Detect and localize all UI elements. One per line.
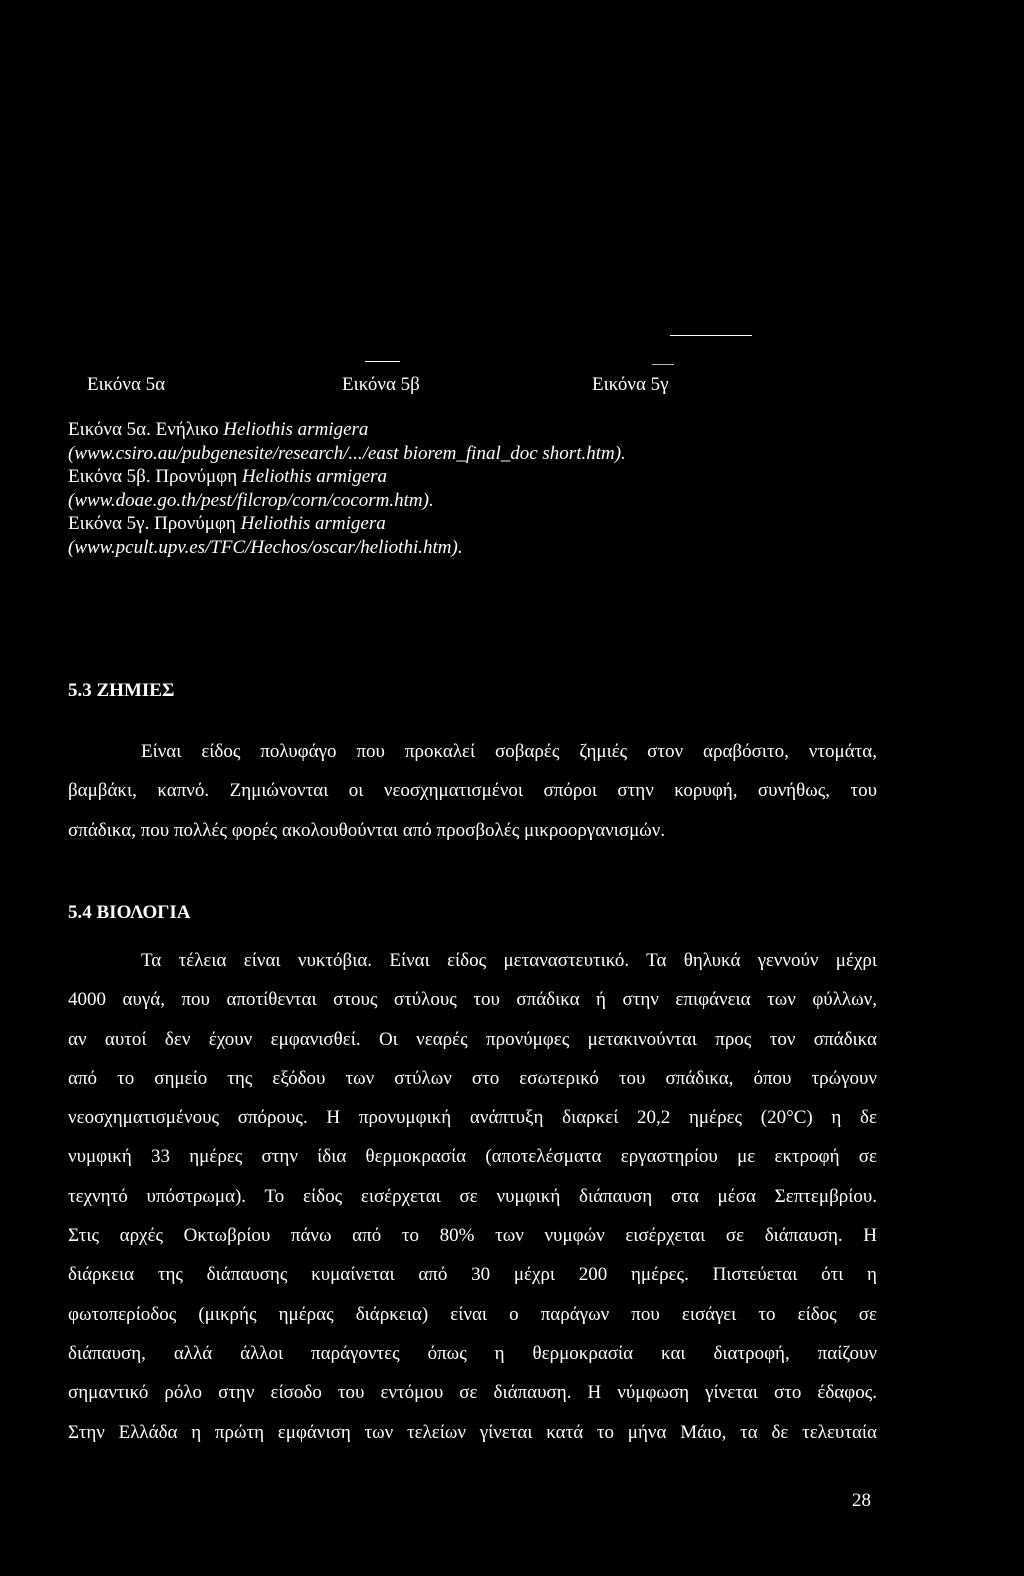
text-line: Στις αρχές Οκτωβρίου πάνω από το 80% των νυμφών εισέρχεται σε διάπαυση. Η	[68, 1225, 877, 1247]
scan-rule	[670, 335, 752, 336]
figure-label-5b: Εικόνα 5β	[342, 374, 420, 395]
caption-prefix: Εικόνα 5α. Ενήλικο	[68, 419, 224, 440]
text-line: φωτοπερίοδος (μικρής ημέρας διάρκεια) είναι ο παράγων που εισάγει το είδος σε	[68, 1303, 877, 1325]
text-line: Στην Ελλάδα η πρώτη εμφάνιση των τελείων γίνεται κατά το μήνα Μάιο, τα δε τελευταία	[68, 1421, 877, 1443]
caption-species: Heliothis armigera	[223, 419, 369, 440]
section-heading-biology: 5.4 ΒΙΟΛΟΓΙΑ	[68, 902, 191, 923]
text-line: βαμβάκι, καπνό. Ζημιώνονται οι νεοσχηματισμένοι σπόροι στην κορυφή, συνήθως, του	[68, 780, 877, 802]
figure-captions	[68, 418, 828, 559]
page-number: 28	[852, 1490, 871, 1511]
paragraph-biology	[68, 941, 877, 1452]
text-line: από το σημείο της εξόδου των στύλων στο εσωτερικό του σπάδικα, όπου τρώγουν	[68, 1067, 877, 1089]
text-line: διάπαυση, αλλά άλλοι παράγοντες όπως η θερμοκρασία και διατροφή, παίζουν	[68, 1342, 877, 1364]
caption-line	[68, 418, 828, 442]
figure-label-5c: Εικόνα 5γ	[592, 374, 669, 395]
caption-species: Heliothis armigera	[240, 513, 386, 534]
caption-url: (www.pcult.upv.es/TFC/Hechos/oscar/heliothi.htm).	[68, 536, 463, 558]
caption-prefix: Εικόνα 5β. Προνύμφη	[68, 466, 242, 487]
text-line: σπάδικα, που πολλές φορές ακολουθούνται από προσβολές μικροοργανισμών.	[68, 819, 666, 841]
text-line: Είναι είδος πολυφάγο που προκαλεί σοβαρές ζημιές στον αραβόσιτο, ντομάτα,	[141, 741, 877, 762]
caption-url: (www.doae.go.th/pest/filcrop/corn/cocorm.htm).	[68, 489, 434, 511]
text-line: αν αυτοί δεν έχουν εμφανισθεί. Οι νεαρές προνύμφες μετακινούνται προς τον σπάδικα	[68, 1028, 877, 1050]
text-line: τεχνητό υπόστρωμα). Το είδος εισέρχεται σε νυμφική διάπαυση στα μέσα Σεπτεμβρίου.	[68, 1185, 877, 1207]
caption-line	[68, 512, 828, 536]
paragraph-damage	[68, 732, 877, 850]
figure-label-5a: Εικόνα 5α	[87, 374, 166, 395]
text-line: νεοσχηματισμένους σπόρους. Η προνυμφική ανάπτυξη διαρκεί 20,2 ημέρες (20°C) η δε	[68, 1107, 877, 1129]
text-line: Τα τέλεια είναι νυκτόβια. Είναι είδος μεταναστευτικό. Τα θηλυκά γεννούν μέχρι	[141, 950, 877, 971]
scan-rule	[652, 364, 674, 365]
text-line: 4000 αυγά, που αποτίθενται στους στύλους του σπάδικα ή στην επιφάνεια των φύλλων,	[68, 989, 877, 1011]
scan-rule	[365, 361, 400, 362]
text-line: σημαντικό ρόλο στην είσοδο του εντόμου σε διάπαυση. Η νύμφωση γίνεται στο έδαφος.	[68, 1382, 877, 1404]
caption-url: (www.csiro.au/pubgenesite/research/.../east biorem_final_doc short.htm).	[68, 442, 626, 464]
caption-line	[68, 465, 828, 489]
text-line: διάρκεια της διάπαυσης κυμαίνεται από 30 μέχρι 200 ημέρες. Πιστεύεται ότι η	[68, 1264, 877, 1286]
text-line: νυμφική 33 ημέρες στην ίδια θερμοκρασία (αποτελέσματα εργαστηρίου με εκτροφή σε	[68, 1146, 877, 1168]
section-heading-damage: 5.3 ΖΗΜΙΕΣ	[68, 680, 175, 701]
caption-species: Heliothis armigera	[241, 466, 388, 487]
caption-prefix: Εικόνα 5γ. Προνύμφη	[68, 513, 241, 534]
